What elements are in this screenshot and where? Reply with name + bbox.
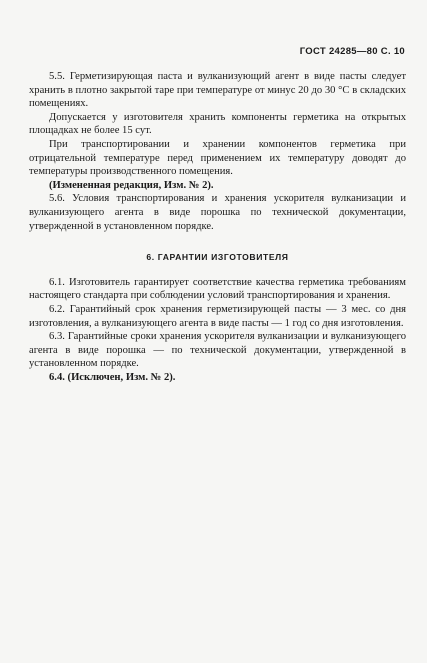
paragraph-6-2: 6.2. Гарантийный срок хранения герметизирующей пасты — 3 мес. со дня изготовления, а вулканизующего агента в виде пасты — 1 год со дня изготовления. bbox=[29, 303, 406, 329]
paragraph-storage-open: Допускается у изготовителя хранить компоненты герметика на открытых площадках не более 15 сут. bbox=[29, 111, 406, 137]
paragraph-5-5: 5.5. Герметизирующая паста и вулканизующий агент в виде пасты следует хранить в плотно закрытой таре при температуре от минус 20 до 30 °С в складских помещениях. bbox=[29, 71, 406, 110]
section-title: 6. ГАРАНТИИ ИЗГОТОВИТЕЛЯ bbox=[146, 252, 289, 263]
paragraph-6-4: 6.4. (Исключен, Изм. № 2). bbox=[49, 371, 176, 383]
amendment-note: (Измененная редакция, Изм. № 2). bbox=[49, 179, 214, 191]
paragraph-6-1: 6.1. Изготовитель гарантирует соответствие качества герметика требованиям настоящего стандарта при соблюдении условий транспортирования и хранения. bbox=[29, 276, 406, 302]
paragraph-6-3: 6.3. Гарантийные сроки хранения ускорителя вулканизации и вулканизующего агента в виде порошка — по технической документации, утвержденной в установленном порядке. bbox=[29, 331, 406, 370]
page-header: ГОСТ 24285—80 С. 10 bbox=[299, 46, 405, 57]
paragraph-5-6: 5.6. Условия транспортирования и хранения ускорителя вулканизации и вулканизующего агента в виде порошка по технической документации, утвержденной в установленном порядке. bbox=[29, 193, 406, 232]
document-body bbox=[29, 70, 406, 384]
paragraph-transport-temperature: При транспортировании и хранении компонентов герметика при отрицательной температуре перед применением их температуру доводят до температуры производственного помещения. bbox=[29, 138, 406, 178]
